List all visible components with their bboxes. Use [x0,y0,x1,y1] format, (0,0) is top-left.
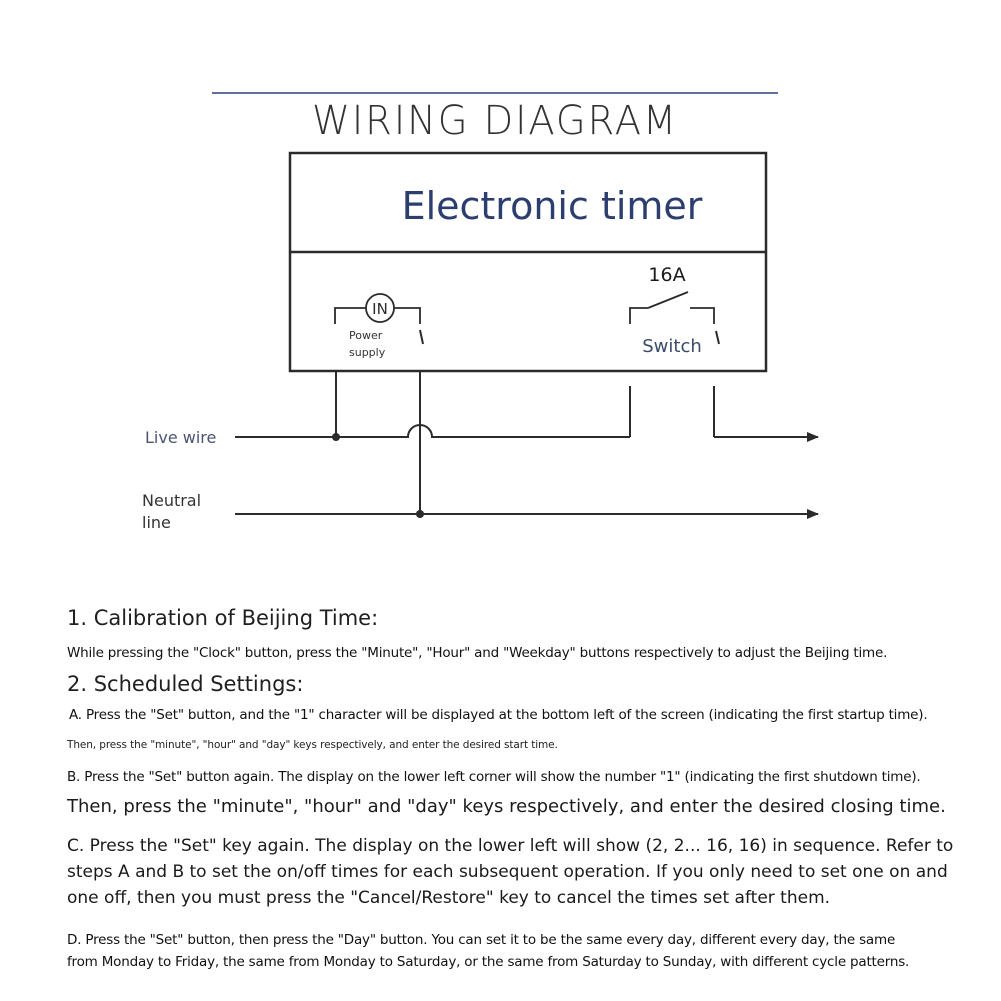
step-a-line1: A. Press the "Set" button, and the "1" character will be displayed at the bottom left of the screen (indicating the first startup time). [69,707,928,723]
step-c-line2: steps A and B to set the on/off times for each subsequent operation. If you only need to set one on and [67,862,948,882]
power-label-line1: Power [349,329,383,342]
live-wire-label: Live wire [145,428,217,447]
neutral-label-line1: Neutral [142,491,202,510]
live-junction [332,433,340,441]
neutral-junction [416,510,424,518]
step-c-line1: C. Press the "Set" key again. The display on the lower left will show (2, 2... 16, 16) in sequence. Refer to [67,836,954,856]
step-b-line1: B. Press the "Set" button again. The display on the lower left corner will show the number "1" (indicating the first shutdown time). [67,769,921,785]
diagram-title: WIRING DIAGRAM [312,98,678,144]
switch-label: Switch [642,336,702,357]
power-symbol-text: IN [372,300,388,318]
device-label: Electronic timer [401,184,703,228]
step-c-line3: one off, then you must press the "Cancel/Restore" key to cancel the times set after them. [67,888,831,908]
step-d-line2: from Monday to Friday, the same from Monday to Saturday, or the same from Saturday to Sunday, with different cycle patterns. [67,954,910,970]
live-wire-line [235,425,630,437]
step-a-line2: Then, press the "minute", "hour" and "day" keys respectively, and enter the desired start time. [67,739,558,751]
step-d-line1: D. Press the "Set" button, then press the "Day" button. You can set it to be the same every day, different every day, the same [67,932,896,948]
section-1-text: While pressing the "Clock" button, press the "Minute", "Hour" and "Weekday" buttons respectively to adjust the Beijing time. [67,645,888,661]
switch-rating: 16A [648,264,686,286]
power-label-line2: supply [349,346,386,359]
neutral-label-line2: line [142,513,171,532]
section-2-heading: 2. Scheduled Settings: [67,672,304,696]
section-1-heading: 1. Calibration of Beijing Time: [67,606,379,630]
step-b-line2: Then, press the "minute", "hour" and "day" keys respectively, and enter the desired closing time. [67,796,946,817]
